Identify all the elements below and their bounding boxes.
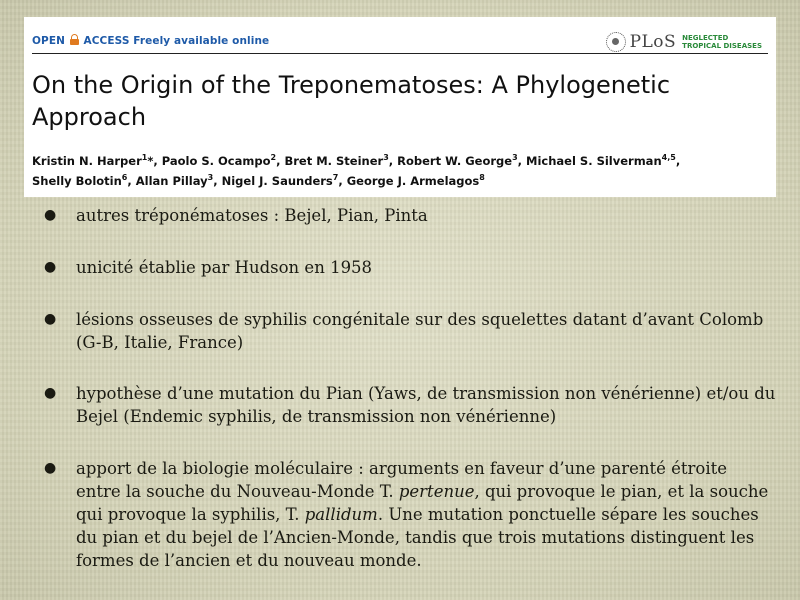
access-word: ACCESS — [83, 35, 130, 47]
author-affiliation: 1 — [141, 153, 148, 163]
author-name: Paolo S. Ocampo — [161, 154, 271, 168]
bullet-text: autres tréponématoses : Bejel, Pian, Pinta — [76, 206, 428, 225]
journal-line-1: NEGLECTED — [682, 33, 729, 42]
species-pallidum: pallidum — [304, 505, 378, 524]
open-lock-icon — [70, 34, 79, 45]
bullet-item-other-treponematoses — [46, 204, 776, 227]
bullet-text-part-2: , qui provoque le pian, et la souche qui provoque la syphilis, T. — [76, 482, 769, 524]
author-affiliation: 3 — [383, 153, 389, 163]
plos-journal-name — [682, 34, 762, 50]
plos-wordmark: PLoS — [629, 31, 677, 52]
author-name: Bret M. Steiner — [284, 154, 384, 168]
open-word: OPEN — [32, 35, 65, 47]
paper-title: On the Origin of the Treponematoses: A Phylogenetic Approach — [32, 71, 671, 131]
bullet-item-bone-lesions — [46, 308, 776, 354]
plos-emblem-icon — [606, 32, 626, 52]
bullet-list — [46, 204, 776, 572]
open-access-label — [32, 34, 269, 47]
bullet-text: unicité établie par Hudson en 1958 — [76, 258, 373, 277]
author-list: Kristin N. Harper$^1$*, Paolo S. Ocampo$^2$, Bret M. Steiner$^3$, Robert W. George$^3$, Michael S. Silverman$^{4,5}$, Shelly Bolotin$^6$, Allan Pillay$^3$, Nigel J. Saunders$^7$, George J. Armelagos$^8$ — [32, 153, 681, 188]
corresponding-mark: * — [147, 154, 154, 168]
author-affiliation: 3 — [512, 153, 518, 163]
author-name: George J. Armelagos — [346, 174, 480, 188]
bullet-text-part-3: . Une mutation ponctuelle sépare les souches du pian et du bejel de l’Ancien-Monde, tandis que trois mutations distinguent les formes de l’ancien et du nouveau monde. — [76, 505, 759, 570]
author-affiliation: 4,5 — [661, 153, 676, 163]
bullet-dot-icon: ● — [44, 385, 57, 401]
author-name: Kristin N. Harper — [32, 154, 142, 168]
bullet-dot-icon: ● — [44, 207, 57, 223]
author-affiliation: 7 — [332, 173, 339, 183]
bullet-item-mutation-hypothesis — [46, 382, 776, 428]
bullet-text: lésions osseuses de syphilis congénitale sur des squelettes datant d’avant Colomb (G-B, Italie, France) — [76, 310, 764, 352]
author-name: Michael S. Silverman — [526, 154, 662, 168]
author-affiliation: 2 — [270, 153, 277, 163]
bullet-item-molecular-biology — [46, 457, 776, 572]
bullet-dot-icon: ● — [44, 460, 57, 476]
bullet-dot-icon: ● — [44, 311, 57, 327]
bullet-item-hudson — [46, 256, 776, 279]
author-name: Nigel J. Saunders — [221, 174, 333, 188]
author-name: Robert W. George — [397, 154, 513, 168]
author-affiliation: 8 — [479, 173, 485, 183]
freely-available-tagline: Freely available online — [133, 35, 270, 47]
author-name: Allan Pillay — [135, 174, 208, 188]
author-affiliation: 3 — [207, 173, 214, 183]
author-name: Shelly Bolotin — [32, 174, 122, 188]
bullet-text-part-1: apport de la biologie moléculaire : arguments en faveur d’une parenté étroite entre la souche du Nouveau-Monde T. — [76, 459, 728, 501]
species-pertenue: pertenue — [398, 482, 475, 501]
plos-logo — [606, 31, 762, 53]
bullet-text: hypothèse d’une mutation du Pian (Yaws, de transmission non vénérienne) et/ou du Bejel (Endemic syphilis, de transmission non vénérienne) — [76, 384, 776, 426]
open-access-bar — [32, 33, 768, 54]
journal-line-2: TROPICAL DISEASES — [682, 41, 762, 50]
bullet-dot-icon: ● — [44, 259, 57, 275]
author-affiliation: 6 — [121, 173, 128, 183]
paper-header — [24, 17, 776, 197]
